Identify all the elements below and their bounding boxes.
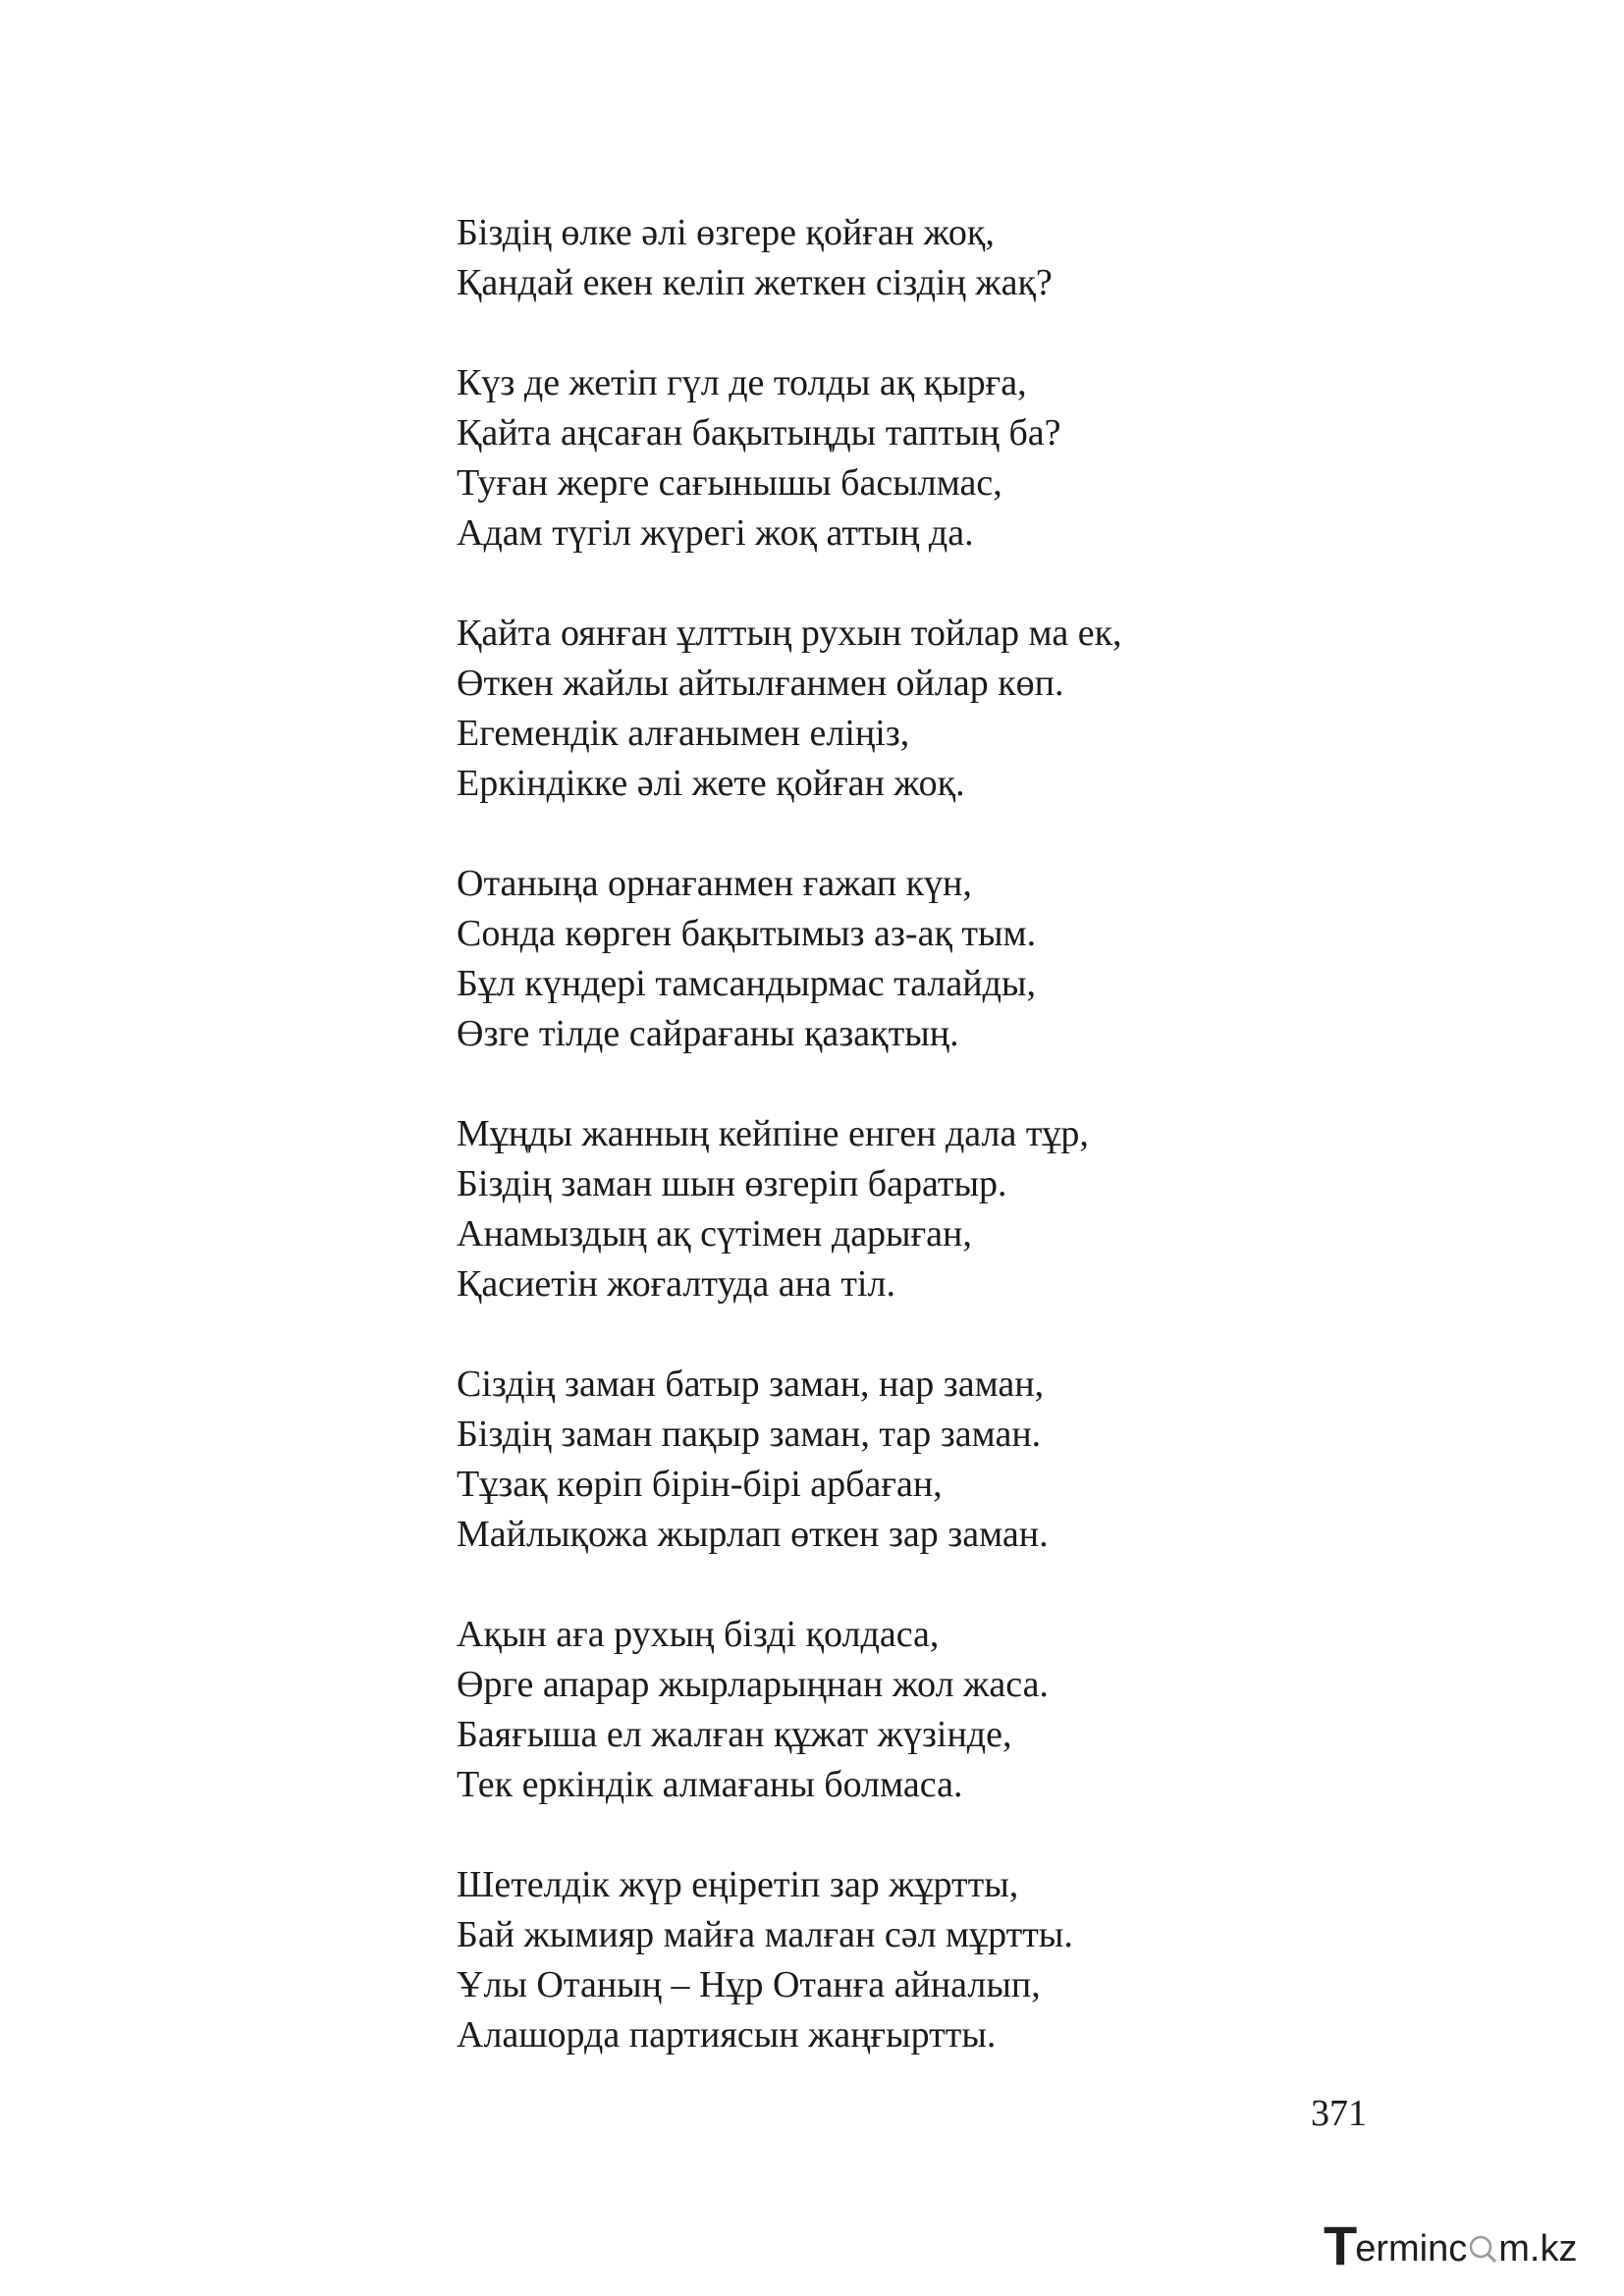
magnifier-icon (1468, 2234, 1497, 2264)
site-logo-watermark[interactable] (1324, 2216, 1577, 2275)
stanza (457, 358, 1340, 559)
logo-text-start: erminc (1355, 2228, 1468, 2269)
poem (457, 208, 1340, 2110)
logo-suffix: .kz (1529, 2228, 1578, 2269)
poem-line: Сіздің заман батыр заман, нар заман, (457, 1363, 1045, 1405)
poem-line: Мұңды жанның кейпіне енген дала тұр, (457, 1113, 1089, 1154)
logo-letter-t: T (1324, 2215, 1356, 2276)
poem-line: Өрге апарар жырларыңнан жол жаса. (457, 1664, 1049, 1705)
poem-line: Қандай екен келіп жеткен сіздің жақ? (457, 262, 1053, 303)
poem-line: Майлықожа жырлап өткен зар заман. (457, 1514, 1049, 1555)
poem-line: Біздің өлке әлі өзгере қойған жоқ, (457, 212, 995, 253)
poem-line: Бұл күндері тамсандырмас талайды, (457, 963, 1036, 1004)
poem-line: Ақын аға рухың бізді қолдаса, (457, 1614, 940, 1655)
poem-line: Еркіндікке әлі жете қойған жоқ. (457, 763, 965, 804)
stanza (457, 1860, 1340, 2060)
poem-line: Анамыздың ақ сүтімен дарыған, (457, 1213, 972, 1255)
poem-line: Қасиетін жоғалтуда ана тіл. (457, 1263, 895, 1305)
stanza (457, 1360, 1340, 1560)
page-number: 371 (1311, 2093, 1367, 2134)
stanza (457, 1109, 1340, 1309)
poem-line: Тұзақ көріп бірін-бірі арбаған, (457, 1464, 943, 1505)
poem-line: Біздің заман пақыр заман, тар заман. (457, 1414, 1042, 1455)
poem-line: Өзге тілде сайрағаны қазақтың. (457, 1013, 959, 1054)
poem-line: Туған жерге сағынышы басылмас, (457, 462, 1002, 504)
poem-line: Шетелдік жүр еңіретіп зар жұртты, (457, 1864, 1019, 1905)
poem-line: Егемендік алғанымен еліңіз, (457, 713, 910, 754)
stanza (457, 1610, 1340, 1810)
poem-line: Тек еркіндік алмағаны болмаса. (457, 1764, 963, 1805)
logo-text-end: m.kz (1498, 2228, 1578, 2269)
stanza (457, 609, 1340, 809)
stanza (457, 859, 1340, 1059)
poem-line: Сонда көрген бақытымыз аз-ақ тым. (457, 913, 1037, 954)
poem-line: Адам түгіл жүрегі жоқ аттың да. (457, 512, 974, 554)
poem-line: Күз де жетіп гүл де толды ақ қырға, (457, 362, 1027, 403)
poem-line: Алашорда партиясын жаңғыртты. (457, 2014, 997, 2056)
poem-line: Өткен жайлы айтылғанмен ойлар көп. (457, 663, 1064, 704)
poem-line: Баяғыша ел жалған құжат жүзінде, (457, 1714, 1012, 1755)
stanza (457, 208, 1340, 308)
poem-line: Қайта оянған ұлттың рухын тойлар ма ек, (457, 613, 1122, 654)
poem-line: Ұлы Отаның – Нұр Отанға айналып, (457, 1964, 1041, 2005)
poem-line: Бай жымияр майға малған сәл мұртты. (457, 1914, 1073, 1955)
poem-line: Біздің заман шын өзгеріп баратыр. (457, 1163, 1007, 1204)
poem-line: Қайта аңсаған бақытыңды таптың ба? (457, 412, 1061, 454)
poem-line: Отаныңа орнағанмен ғажап күн, (457, 863, 972, 904)
